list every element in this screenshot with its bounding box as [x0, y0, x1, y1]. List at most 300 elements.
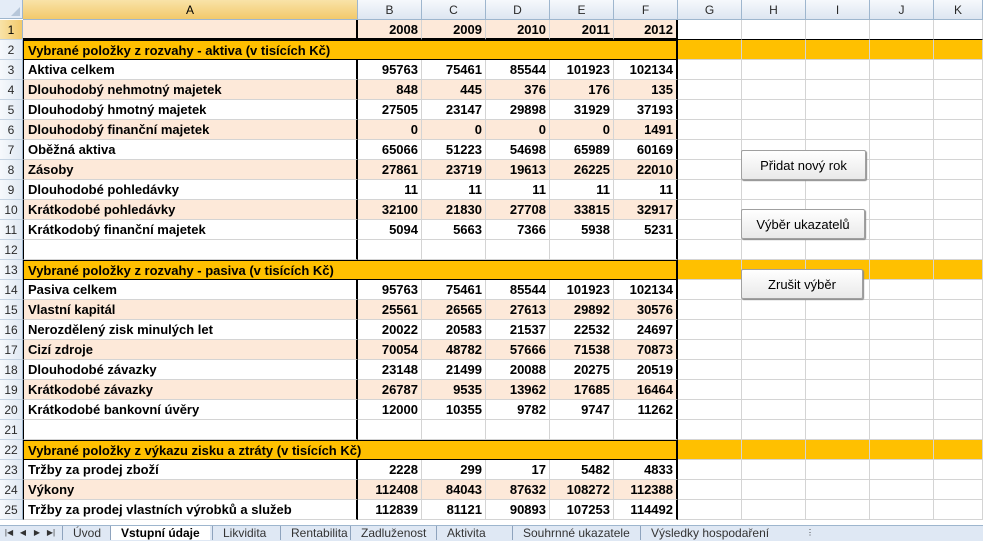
empty-cell[interactable] [742, 480, 806, 500]
empty-cell[interactable] [742, 60, 806, 80]
empty-cell[interactable] [870, 400, 934, 420]
row-header[interactable]: 12 [0, 240, 23, 260]
empty-cell[interactable] [934, 260, 983, 280]
value-cell[interactable]: 31929 [550, 100, 614, 120]
select-indicators-button[interactable]: Výběr ukazatelů [741, 209, 865, 239]
value-cell[interactable]: 70873 [614, 340, 678, 360]
empty-cell[interactable] [678, 40, 742, 60]
last-sheet-icon[interactable]: ▶| [46, 528, 56, 537]
value-cell[interactable] [358, 240, 422, 260]
value-cell[interactable]: 102134 [614, 280, 678, 300]
value-cell[interactable]: 5938 [550, 220, 614, 240]
row-label-cell[interactable]: Tržby za prodej vlastních výrobků a služeb [23, 500, 358, 520]
value-cell[interactable]: 0 [550, 120, 614, 140]
empty-cell[interactable] [678, 420, 742, 440]
value-cell[interactable] [550, 240, 614, 260]
empty-cell[interactable] [934, 380, 983, 400]
empty-cell[interactable] [934, 240, 983, 260]
value-cell[interactable]: 71538 [550, 340, 614, 360]
value-cell[interactable]: 29898 [486, 100, 550, 120]
value-cell[interactable]: 20519 [614, 360, 678, 380]
empty-cell[interactable] [934, 80, 983, 100]
select-all-corner[interactable] [0, 0, 23, 19]
empty-cell[interactable] [742, 380, 806, 400]
value-cell[interactable]: 299 [422, 460, 486, 480]
value-cell[interactable]: 11 [550, 180, 614, 200]
value-cell[interactable]: 33815 [550, 200, 614, 220]
row-header[interactable]: 1 [0, 20, 23, 40]
row-label-cell[interactable] [23, 240, 358, 260]
empty-cell[interactable] [934, 100, 983, 120]
value-cell[interactable]: 0 [422, 120, 486, 140]
value-cell[interactable]: 9782 [486, 400, 550, 420]
tab-split-handle[interactable]: ⋮ [806, 528, 814, 537]
value-cell[interactable]: 51223 [422, 140, 486, 160]
column-header-e[interactable]: E [550, 0, 614, 20]
empty-cell[interactable] [806, 480, 870, 500]
value-cell[interactable]: 11 [486, 180, 550, 200]
value-cell[interactable]: 87632 [486, 480, 550, 500]
row-header[interactable]: 11 [0, 220, 23, 240]
value-cell[interactable]: 20022 [358, 320, 422, 340]
sheet-tab[interactable]: Souhrnné ukazatele [512, 526, 640, 540]
empty-cell[interactable] [870, 300, 934, 320]
empty-cell[interactable] [806, 300, 870, 320]
empty-cell[interactable] [678, 200, 742, 220]
row-label-cell[interactable]: Nerozdělený zisk minulých let [23, 320, 358, 340]
empty-cell[interactable] [678, 320, 742, 340]
row-header[interactable]: 24 [0, 480, 23, 500]
value-cell[interactable] [614, 420, 678, 440]
column-header-j[interactable]: J [870, 0, 934, 20]
value-cell[interactable]: 9747 [550, 400, 614, 420]
value-cell[interactable]: 7366 [486, 220, 550, 240]
value-cell[interactable]: 21499 [422, 360, 486, 380]
empty-cell[interactable] [870, 180, 934, 200]
row-header[interactable]: 23 [0, 460, 23, 480]
value-cell[interactable]: 135 [614, 80, 678, 100]
row-header[interactable]: 2 [0, 40, 23, 60]
value-cell[interactable]: 22010 [614, 160, 678, 180]
value-cell[interactable] [486, 240, 550, 260]
empty-cell[interactable] [678, 240, 742, 260]
row-label-cell[interactable]: Vlastní kapitál [23, 300, 358, 320]
row-header[interactable]: 16 [0, 320, 23, 340]
row-label-cell[interactable]: Oběžná aktiva [23, 140, 358, 160]
sheet-tab[interactable]: Vstupní údaje [110, 526, 210, 540]
value-cell[interactable]: 65066 [358, 140, 422, 160]
value-cell[interactable]: 81121 [422, 500, 486, 520]
empty-cell[interactable] [934, 60, 983, 80]
row-label-cell[interactable]: Dlouhodobý hmotný majetek [23, 100, 358, 120]
empty-cell[interactable] [870, 320, 934, 340]
column-header-g[interactable]: G [678, 0, 742, 20]
value-cell[interactable] [422, 420, 486, 440]
value-cell[interactable]: 27613 [486, 300, 550, 320]
empty-cell[interactable] [870, 40, 934, 60]
value-cell[interactable]: 11 [358, 180, 422, 200]
value-cell[interactable]: 17 [486, 460, 550, 480]
value-cell[interactable]: 75461 [422, 280, 486, 300]
empty-cell[interactable] [678, 340, 742, 360]
value-cell[interactable]: 65989 [550, 140, 614, 160]
row-header[interactable]: 7 [0, 140, 23, 160]
sheet-tab[interactable]: Výsledky hospodaření [640, 526, 779, 540]
empty-cell[interactable] [678, 440, 742, 460]
empty-cell[interactable] [678, 100, 742, 120]
row-label-cell[interactable]: Krátkodobé bankovní úvěry [23, 400, 358, 420]
value-cell[interactable]: 70054 [358, 340, 422, 360]
row-header[interactable]: 13 [0, 260, 23, 280]
row-label-cell[interactable]: Pasiva celkem [23, 280, 358, 300]
empty-cell[interactable] [742, 340, 806, 360]
value-cell[interactable]: 112388 [614, 480, 678, 500]
empty-cell[interactable] [806, 340, 870, 360]
value-cell[interactable] [358, 420, 422, 440]
empty-cell[interactable] [934, 20, 983, 40]
value-cell[interactable]: 5094 [358, 220, 422, 240]
value-cell[interactable]: 0 [486, 120, 550, 140]
empty-cell[interactable] [742, 320, 806, 340]
sheet-tab[interactable]: Likvidita [212, 526, 276, 540]
value-cell[interactable]: 85544 [486, 60, 550, 80]
value-cell[interactable]: 21537 [486, 320, 550, 340]
empty-cell[interactable] [870, 440, 934, 460]
value-cell[interactable]: 57666 [486, 340, 550, 360]
value-cell[interactable]: 1491 [614, 120, 678, 140]
value-cell[interactable]: 376 [486, 80, 550, 100]
row-label-cell[interactable]: Aktiva celkem [23, 60, 358, 80]
value-cell[interactable]: 25561 [358, 300, 422, 320]
empty-cell[interactable] [742, 20, 806, 40]
column-header-c[interactable]: C [422, 0, 486, 20]
empty-cell[interactable] [742, 120, 806, 140]
value-cell[interactable]: 13962 [486, 380, 550, 400]
empty-cell[interactable] [678, 480, 742, 500]
empty-cell[interactable] [742, 240, 806, 260]
empty-cell[interactable] [678, 20, 742, 40]
value-cell[interactable]: 848 [358, 80, 422, 100]
empty-cell[interactable] [870, 500, 934, 520]
empty-cell[interactable] [870, 280, 934, 300]
value-cell[interactable]: 102134 [614, 60, 678, 80]
empty-cell[interactable] [806, 40, 870, 60]
row-header[interactable]: 8 [0, 160, 23, 180]
row-label-cell[interactable]: Krátkodobý finanční majetek [23, 220, 358, 240]
empty-cell[interactable] [934, 300, 983, 320]
value-cell[interactable]: 27708 [486, 200, 550, 220]
empty-cell[interactable] [742, 180, 806, 200]
next-sheet-icon[interactable]: ▶ [33, 528, 41, 537]
row-header[interactable]: 15 [0, 300, 23, 320]
value-cell[interactable] [422, 240, 486, 260]
empty-cell[interactable] [742, 460, 806, 480]
column-header-h[interactable]: H [742, 0, 806, 20]
value-cell[interactable]: 5231 [614, 220, 678, 240]
empty-cell[interactable] [678, 120, 742, 140]
value-cell[interactable]: 0 [358, 120, 422, 140]
empty-cell[interactable] [870, 420, 934, 440]
value-cell[interactable]: 21830 [422, 200, 486, 220]
column-header-k[interactable]: K [934, 0, 983, 20]
empty-cell[interactable] [934, 160, 983, 180]
first-sheet-icon[interactable]: |◀ [4, 528, 14, 537]
value-cell[interactable] [614, 240, 678, 260]
value-cell[interactable] [550, 420, 614, 440]
sheet-tab[interactable]: Zadluženost [350, 526, 436, 540]
value-cell[interactable]: 11262 [614, 400, 678, 420]
row-header[interactable]: 22 [0, 440, 23, 460]
empty-cell[interactable] [870, 140, 934, 160]
value-cell[interactable]: 20583 [422, 320, 486, 340]
row-header[interactable]: 4 [0, 80, 23, 100]
value-cell[interactable]: 30576 [614, 300, 678, 320]
empty-cell[interactable] [870, 460, 934, 480]
column-header-i[interactable]: I [806, 0, 870, 20]
section-header-cell[interactable]: Vybrané položky z výkazu zisku a ztráty (v tisících Kč) [23, 440, 678, 460]
value-cell[interactable]: 5663 [422, 220, 486, 240]
empty-cell[interactable] [678, 300, 742, 320]
empty-cell[interactable] [934, 340, 983, 360]
value-cell[interactable]: 32100 [358, 200, 422, 220]
empty-cell[interactable] [934, 500, 983, 520]
value-cell[interactable]: 114492 [614, 500, 678, 520]
value-cell[interactable]: 17685 [550, 380, 614, 400]
empty-cell[interactable] [870, 220, 934, 240]
empty-cell[interactable] [742, 80, 806, 100]
value-cell[interactable]: 176 [550, 80, 614, 100]
row-header[interactable]: 6 [0, 120, 23, 140]
row-label-cell[interactable]: Krátkodobé pohledávky [23, 200, 358, 220]
value-cell[interactable]: 112408 [358, 480, 422, 500]
value-cell[interactable]: 27505 [358, 100, 422, 120]
row-header[interactable]: 14 [0, 280, 23, 300]
empty-cell[interactable] [678, 180, 742, 200]
value-cell[interactable]: 26787 [358, 380, 422, 400]
year-header-cell[interactable]: 2012 [614, 20, 678, 40]
column-header-f[interactable]: F [614, 0, 678, 20]
empty-cell[interactable] [806, 380, 870, 400]
value-cell[interactable]: 95763 [358, 60, 422, 80]
value-cell[interactable]: 84043 [422, 480, 486, 500]
row-header[interactable]: 17 [0, 340, 23, 360]
empty-cell[interactable] [678, 400, 742, 420]
value-cell[interactable]: 27861 [358, 160, 422, 180]
empty-cell[interactable] [934, 360, 983, 380]
value-cell[interactable]: 11 [422, 180, 486, 200]
sheet-tab[interactable]: Rentabilita [280, 526, 358, 540]
row-label-cell[interactable]: Tržby za prodej zboží [23, 460, 358, 480]
value-cell[interactable]: 85544 [486, 280, 550, 300]
prev-sheet-icon[interactable]: ◀ [19, 528, 27, 537]
value-cell[interactable]: 29892 [550, 300, 614, 320]
empty-cell[interactable] [742, 40, 806, 60]
year-header-cell[interactable]: 2011 [550, 20, 614, 40]
empty-cell[interactable] [678, 160, 742, 180]
empty-cell[interactable] [870, 100, 934, 120]
empty-cell[interactable] [934, 280, 983, 300]
row-label-cell[interactable]: Dlouhodobý nehmotný majetek [23, 80, 358, 100]
empty-cell[interactable] [806, 500, 870, 520]
value-cell[interactable]: 26225 [550, 160, 614, 180]
empty-cell[interactable] [806, 120, 870, 140]
value-cell[interactable]: 32917 [614, 200, 678, 220]
empty-cell[interactable] [678, 140, 742, 160]
empty-cell[interactable] [806, 440, 870, 460]
row-label-cell[interactable] [23, 420, 358, 440]
empty-cell[interactable] [870, 120, 934, 140]
sheet-tab[interactable]: Úvod [62, 526, 111, 540]
empty-cell[interactable] [806, 400, 870, 420]
empty-cell[interactable] [678, 280, 742, 300]
empty-cell[interactable] [742, 100, 806, 120]
empty-cell[interactable] [870, 360, 934, 380]
cancel-selection-button[interactable]: Zrušit výběr [741, 269, 863, 299]
value-cell[interactable]: 112839 [358, 500, 422, 520]
empty-cell[interactable] [870, 80, 934, 100]
row-header[interactable]: 25 [0, 500, 23, 520]
empty-cell[interactable] [806, 240, 870, 260]
empty-cell[interactable] [678, 80, 742, 100]
value-cell[interactable]: 23719 [422, 160, 486, 180]
value-cell[interactable]: 4833 [614, 460, 678, 480]
empty-cell[interactable] [806, 460, 870, 480]
cell-a1[interactable] [23, 20, 358, 40]
value-cell[interactable]: 20275 [550, 360, 614, 380]
empty-cell[interactable] [934, 40, 983, 60]
empty-cell[interactable] [934, 420, 983, 440]
row-header[interactable]: 21 [0, 420, 23, 440]
value-cell[interactable]: 24697 [614, 320, 678, 340]
empty-cell[interactable] [934, 460, 983, 480]
empty-cell[interactable] [934, 140, 983, 160]
row-header[interactable]: 20 [0, 400, 23, 420]
empty-cell[interactable] [934, 200, 983, 220]
empty-cell[interactable] [742, 360, 806, 380]
row-header[interactable]: 9 [0, 180, 23, 200]
empty-cell[interactable] [806, 320, 870, 340]
empty-cell[interactable] [934, 180, 983, 200]
empty-cell[interactable] [934, 400, 983, 420]
empty-cell[interactable] [806, 80, 870, 100]
empty-cell[interactable] [806, 180, 870, 200]
value-cell[interactable]: 23147 [422, 100, 486, 120]
value-cell[interactable]: 26565 [422, 300, 486, 320]
value-cell[interactable]: 90893 [486, 500, 550, 520]
empty-cell[interactable] [742, 420, 806, 440]
empty-cell[interactable] [806, 360, 870, 380]
empty-cell[interactable] [678, 380, 742, 400]
value-cell[interactable]: 9535 [422, 380, 486, 400]
value-cell[interactable]: 16464 [614, 380, 678, 400]
year-header-cell[interactable]: 2008 [358, 20, 422, 40]
value-cell[interactable]: 19613 [486, 160, 550, 180]
empty-cell[interactable] [806, 420, 870, 440]
empty-cell[interactable] [870, 20, 934, 40]
value-cell[interactable]: 445 [422, 80, 486, 100]
empty-cell[interactable] [678, 220, 742, 240]
empty-cell[interactable] [678, 60, 742, 80]
value-cell[interactable]: 101923 [550, 280, 614, 300]
row-label-cell[interactable]: Výkony [23, 480, 358, 500]
year-header-cell[interactable]: 2009 [422, 20, 486, 40]
section-header-cell[interactable]: Vybrané položky z rozvahy - aktiva (v tisících Kč) [23, 40, 678, 60]
empty-cell[interactable] [742, 300, 806, 320]
row-label-cell[interactable]: Dlouhodobý finanční majetek [23, 120, 358, 140]
value-cell[interactable]: 37193 [614, 100, 678, 120]
row-label-cell[interactable]: Zásoby [23, 160, 358, 180]
value-cell[interactable]: 20088 [486, 360, 550, 380]
value-cell[interactable]: 22532 [550, 320, 614, 340]
empty-cell[interactable] [806, 100, 870, 120]
empty-cell[interactable] [934, 220, 983, 240]
row-label-cell[interactable]: Dlouhodobé závazky [23, 360, 358, 380]
empty-cell[interactable] [870, 60, 934, 80]
value-cell[interactable]: 5482 [550, 460, 614, 480]
row-header[interactable]: 10 [0, 200, 23, 220]
value-cell[interactable]: 23148 [358, 360, 422, 380]
value-cell[interactable]: 75461 [422, 60, 486, 80]
row-label-cell[interactable]: Krátkodobé závazky [23, 380, 358, 400]
column-header-a[interactable]: A [23, 0, 358, 20]
empty-cell[interactable] [870, 160, 934, 180]
empty-cell[interactable] [742, 400, 806, 420]
value-cell[interactable]: 108272 [550, 480, 614, 500]
row-label-cell[interactable]: Cizí zdroje [23, 340, 358, 360]
empty-cell[interactable] [934, 120, 983, 140]
empty-cell[interactable] [870, 340, 934, 360]
value-cell[interactable]: 54698 [486, 140, 550, 160]
value-cell[interactable]: 48782 [422, 340, 486, 360]
column-header-b[interactable]: B [358, 0, 422, 20]
column-header-d[interactable]: D [486, 0, 550, 20]
row-header[interactable]: 3 [0, 60, 23, 80]
row-header[interactable]: 5 [0, 100, 23, 120]
year-header-cell[interactable]: 2010 [486, 20, 550, 40]
value-cell[interactable]: 10355 [422, 400, 486, 420]
row-header[interactable]: 18 [0, 360, 23, 380]
empty-cell[interactable] [806, 20, 870, 40]
row-label-cell[interactable]: Dlouhodobé pohledávky [23, 180, 358, 200]
empty-cell[interactable] [870, 380, 934, 400]
value-cell[interactable]: 12000 [358, 400, 422, 420]
empty-cell[interactable] [934, 320, 983, 340]
empty-cell[interactable] [742, 440, 806, 460]
empty-cell[interactable] [870, 240, 934, 260]
empty-cell[interactable] [870, 480, 934, 500]
value-cell[interactable]: 107253 [550, 500, 614, 520]
value-cell[interactable]: 60169 [614, 140, 678, 160]
empty-cell[interactable] [678, 360, 742, 380]
value-cell[interactable] [486, 420, 550, 440]
add-year-button[interactable]: Přidat nový rok [741, 150, 866, 180]
empty-cell[interactable] [678, 260, 742, 280]
section-header-cell[interactable]: Vybrané položky z rozvahy - pasiva (v tisících Kč) [23, 260, 678, 280]
empty-cell[interactable] [678, 460, 742, 480]
empty-cell[interactable] [934, 480, 983, 500]
empty-cell[interactable] [678, 500, 742, 520]
value-cell[interactable]: 101923 [550, 60, 614, 80]
value-cell[interactable]: 95763 [358, 280, 422, 300]
row-header[interactable]: 19 [0, 380, 23, 400]
empty-cell[interactable] [742, 500, 806, 520]
sheet-tab[interactable]: Aktivita [436, 526, 496, 540]
empty-cell[interactable] [934, 440, 983, 460]
value-cell[interactable]: 2228 [358, 460, 422, 480]
empty-cell[interactable] [870, 260, 934, 280]
empty-cell[interactable] [806, 60, 870, 80]
empty-cell[interactable] [870, 200, 934, 220]
